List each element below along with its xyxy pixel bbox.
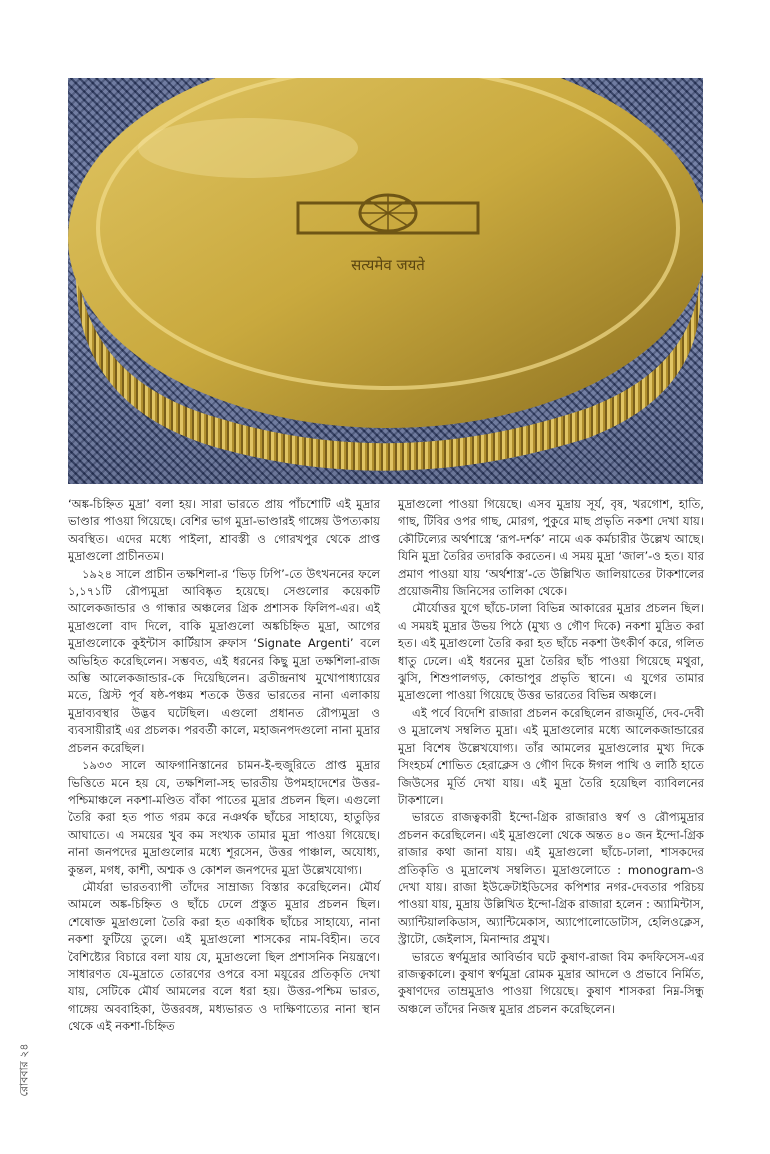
paragraph: ১৯৩৩ সালে আফগানিস্তানের চামন-ই-হুজুরিতে প্রাপ্ত মুদ্রার ভিত্তিতে মনে হয় যে, তক্ষশিলা-সহ ভারতীয় উপমহাদেশের উত্তর-পশ্চিমাঞ্চলে নকশা-মণ্ডিত বাঁকা পাতের মুদ্রার প্রচলন ছিল। এগুলো তৈরি করা হত পাত গরম করে নঞর্থক ছাঁচের সাহায্যে, হাতুড়ির আঘাতে। এ সময়ের খুব কম সংখ্যক তামার মুদ্রা পাওয়া গিয়েছে। নানা জনপদের মুদ্রাগুলোর মধ্যে শূরসেন, উত্তর পাঞ্চাল, অযোধ্য, কুন্তল, মগধ, কাশী, অশ্মক ও কোশল জনপদের মুদ্রা উল্লেখযোগ্য। <box>68 758 380 877</box>
paragraph: মৌর্যরা ভারতব্যাপী তাঁদের সাম্রাজ্য বিস্তার করেছিলেন। মৌর্য আমলে অঙ্ক-চিহ্নিত ও ছাঁচে ঢেলে প্রস্তুত মুদ্রার প্রচলন ছিল। শেষোক্ত মুদ্রাগুলো তৈরি করা হত একাধিক ছাঁচের সাহায্যে, নানা নকশা ফুটিয়ে তুলে। এই মুদ্রাগুলো শাসকের নাম-বিহীন। তবে বৈশিষ্ট্যের বিচারে বলা যায় যে, মুদ্রাগুলো ছিল প্রশাসনিক নিয়ন্ত্রণে। সাধারণত যে-মুদ্রাতে তোরণের ওপরে বসা ময়ূরের প্রতিকৃতি দেখা যায়, সেটিকে মৌর্য আমলের বলে ধরা হয়। উত্তর-পশ্চিম ভারত, গাঙ্গেয় অববাহিকা, উত্তরবঙ্গ, মধ্যভারত ও দাক্ষিণাত্যের নানা স্থান থেকে এই নকশা-চিহ্নিত <box>68 879 380 1034</box>
paragraph: এই পর্বে বিদেশি রাজারা প্রচলন করেছিলেন রাজমূর্তি, দেব-দেবী ও মুদ্রালেখ সম্বলিত মুদ্রা। এই মুদ্রাগুলোর মধ্যে আলেকজান্ডারের মুদ্রা বিশেষ উল্লেখযোগ্য। তাঁর আমলের মুদ্রাগুলোর মুখ্য দিকে সিংহচর্ম শোভিত হেরাক্লেস ও গৌণ দিকে ঈগল পাখি ও লাঠি হাতে জিউসের মূর্তি দেখা যায়। এই মুদ্রা তৈরি হয়েছিল ব্যাবিলনের টাকশালে। <box>398 705 704 807</box>
text-column-left <box>68 496 380 1036</box>
text-column-right <box>398 496 704 1018</box>
coin-inscription: सत्यमेव जयते <box>351 256 425 274</box>
paragraph: মুদ্রাগুলো পাওয়া গিয়েছে। এসব মুদ্রায় সূর্য, বৃষ, খরগোশ, হাতি, গাছ, টিবির ওপর গাছ, মোরগ, পুকুরে মাছ প্রভৃতি নকশা দেখা যায়। কৌটিল্যের অর্থশাস্ত্রে ‘রূপ-দর্শক’ নামে এক কর্মচারীর উল্লেখ আছে। যিনি মুদ্রা তৈরির তদারকি করতেন। এ সময় মুদ্রা ‘জাল’-ও হত। যার প্রমাণ পাওয়া যায় ‘অর্থশাস্ত্র’-তে উল্লিখিত জালিয়াতের টাকশালের প্রয়োজনীয় জিনিসের তালিকা থেকে। <box>398 497 704 599</box>
folio-text: রোববার ২৪ <box>17 1043 31 1097</box>
coin-photo <box>68 78 703 484</box>
paragraph: ১৯২৪ সালে প্রাচীন তক্ষশিলা-র ‘ভিড় ঢিপি’-তে উৎখননের ফলে ১,১৭১টি রৌপ্যমুদ্রা আবিষ্কৃত হয়েছে। সেগুলোর কয়েকটি আলেকজান্ডার ও গান্ধার অঞ্চলের গ্রিক প্রশাসক ফিলিপ-এর। এই মুদ্রাগুলো বাদ দিলে, বাকি মুদ্রাগুলো অঙ্কচিহ্নিত মুদ্রা, আগের মুদ্রাগুলোকে কুইন্টাস কার্টিয়াস রুফাস ‘Signate Argenti’ বলে অভিহিত করেছিলেন। সম্ভবত, এই ধরনের কিছু মুদ্রা তক্ষশিলা-রাজ অম্ভি আলেকজান্ডার-কে দিয়েছিলেন। ব্রতীন্দ্রনাথ মুখোপাধ্যায়ের মতে, খ্রিস্ট পূর্ব ষষ্ঠ-পঞ্চম শতকে উত্তর ভারতের নানা এলাকায় মুদ্রাব্যবস্থার উদ্ভব ঘটেছিল। এগুলো প্রধানত রৌপ্যমুদ্রা ও ব্যবসায়ীরাই এর প্রচলক। পরবর্তী কালে, মহাজনপদগুলো নানা মুদ্রার প্রচলন করেছিল। <box>68 566 380 755</box>
coin-illustration <box>68 78 703 484</box>
paragraph: ভারতে রাজত্বকারী ইন্দো-গ্রিক রাজারাও স্বর্ণ ও রৌপ্যমুদ্রার প্রচলন করেছিলেন। এই মুদ্রাগুলো থেকে অন্তত ৪০ জন ইন্দো-গ্রিক রাজার কথা জানা যায়। এই মুদ্রাগুলো ছাঁচে-ঢালা, শাসকদের প্রতিকৃতি ও মুদ্রালেখ সম্বলিত। মুদ্রাগুলোতে : monogram-ও দেখা যায়। রাজা ইউক্রেটাইডিসের কপিশার নগর-দেবতার পরিচয় পাওয়া যায়, মুদ্রায় উল্লিখিত ইন্দো-গ্রিক রাজারা হলেন : অ্যামিন্টাস, অ্যান্টিয়ালকিডাস, অ্যান্টিমেকাস, অ্যাপোলোডোটাস, হেলিওক্লেস, স্ট্রাটো, জেইলাস, মিনান্দার প্রমুখ। <box>398 810 704 947</box>
paragraph: মৌর্যোত্তর যুগে ছাঁচে-ঢালা বিভিন্ন আকারের মুদ্রার প্রচলন ছিল। এ সময়ই মুদ্রার উভয় পিঠে (মুখ্য ও গৌণ দিকে) নকশা মুদ্রিত করা হত। এই মুদ্রাগুলো তৈরি করা হত ছাঁচে নকশা উৎকীর্ণ করে, গলিত ধাতু ঢেলে। এই ধরনের মুদ্রা তৈরির ছাঁচ পাওয়া গিয়েছে মথুরা, ঝুসি, শিশুপালগড়, কোন্ডাপুর প্রভৃতি স্থানে। এ যুগের তামার মুদ্রাগুলো পাওয়া গিয়েছে উত্তর ভারতের বিভিন্ন অঞ্চলে। <box>398 601 704 703</box>
paragraph: ‘অঙ্ক-চিহ্নিত মুদ্রা’ বলা হয়। সারা ভারতে প্রায় পাঁচশোটি এই মুদ্রার ভাণ্ডার পাওয়া গিয়েছে। বেশির ভাগ মুদ্রা-ভাণ্ডারই গাঙ্গেয় উপত্যকায় অবস্থিত। এদের মধ্যে পাইলা, শ্রাবস্তী ও গোরখপুর থেকে প্রাপ্ত মুদ্রাগুলো প্রাচীনতম। <box>68 497 380 564</box>
page-folio <box>18 1010 32 1130</box>
paragraph: ভারতে স্বর্ণমুদ্রার আবির্ভাব ঘটে কুষাণ-রাজা বিম কদফিসেস-এর রাজত্বকালে। কুষাণ স্বর্ণমুদ্রা রোমক মুদ্রার আদলে ও প্রভাবে নির্মিত, কুষাণদের তাম্রমুদ্রাও পাওয়া গিয়েছে। কুষাণ শাসকরা নিম্ন-সিন্ধু অঞ্চলে তাঁদের নিজস্ব মুদ্রার প্রচলন করেছিলেন। <box>398 949 704 1016</box>
